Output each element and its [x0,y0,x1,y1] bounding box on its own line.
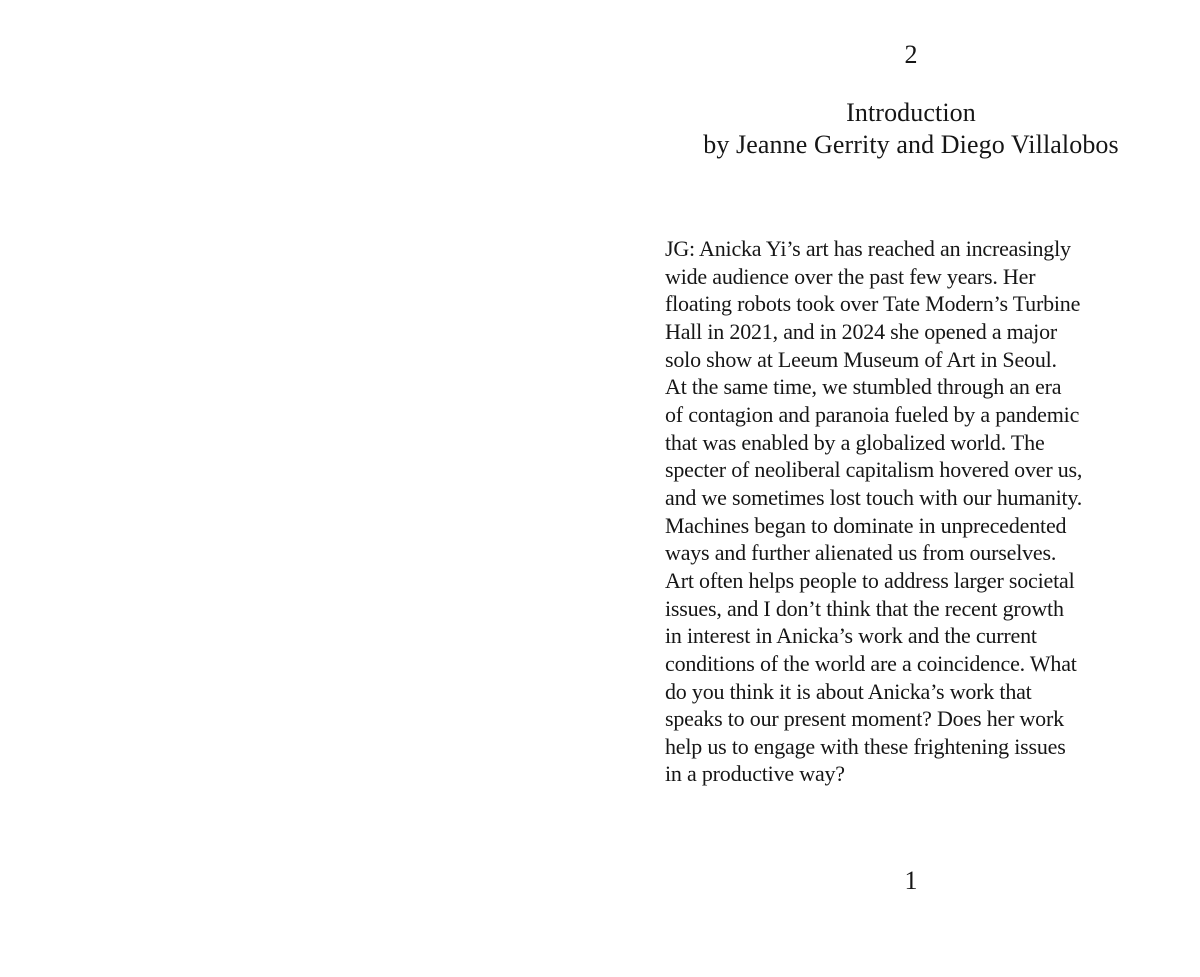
page-number-top: 2 [904,40,918,69]
page-number-bottom: 1 [904,866,918,895]
chapter-heading [655,97,1167,161]
right-page [665,0,1157,977]
chapter-byline: by Jeanne Gerrity and Diego Villalobos [703,130,1119,159]
chapter-title: Introduction [846,98,976,127]
body-paragraph: JG: Anicka Yi’s art has reached an increasingly wide audience over the past few years. Her floating robots took over Tate Modern’s Turbine Hall in 2021, and in 2024 she opened a major solo show at Leeum Museum of Art in Seoul. At the same time, we stumbled through an era of contagion and paranoia fueled by a pandemic that was enabled by a globalized world. The specter of neoliberal capitalism hovered over us, and we sometimes lost touch with our humanity. Machines began to dominate in unprecedented ways and further alienated us from ourselves. Art often helps people to address larger societal issues, and I don’t think that the recent growth in interest in Anicka’s work and the current conditions of the world are a coincidence. What do you think it is about Anicka’s work that speaks to our present moment? Does her work help us to engage with these frightening issues in a productive way? [665,236,1083,787]
